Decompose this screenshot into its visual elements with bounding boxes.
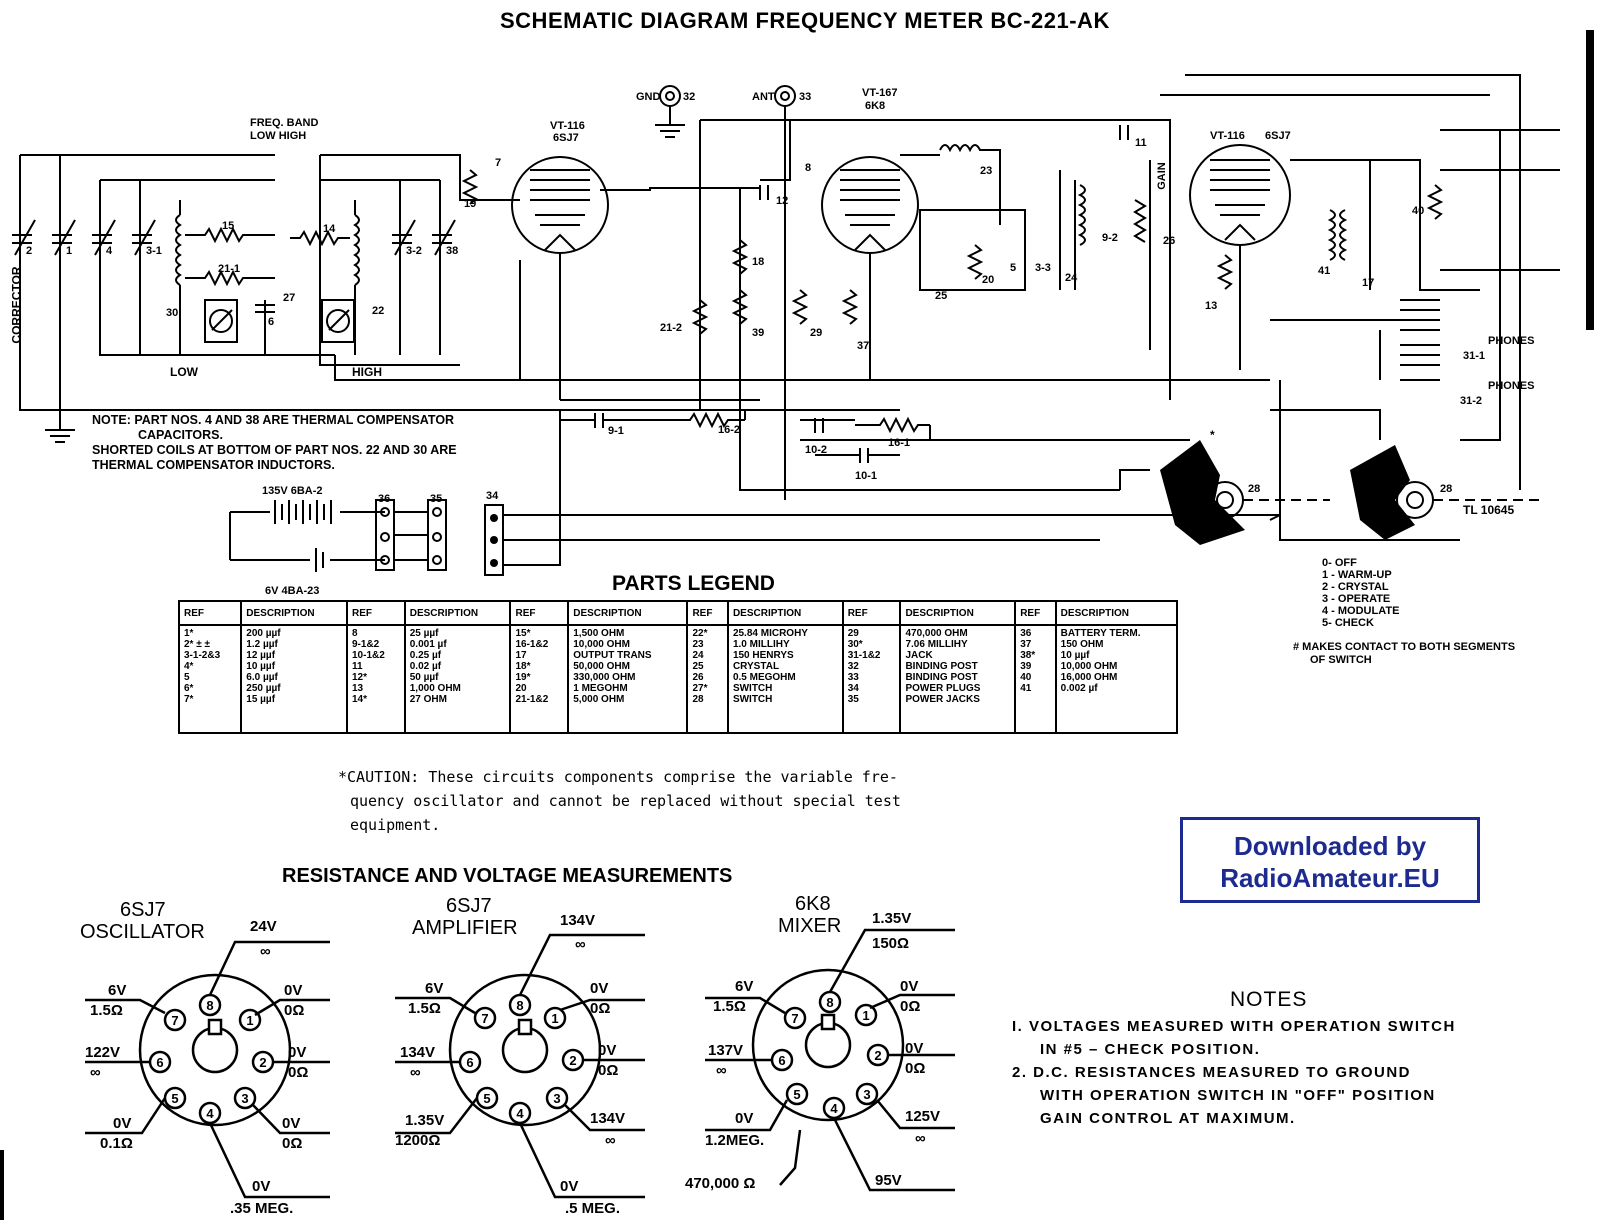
tube3-pin5-v: 0V <box>735 1110 754 1127</box>
thermal-note-line-1: NOTE: PART NOS. 4 AND 38 ARE THERMAL COMPENSATOR <box>92 413 455 427</box>
tube1-ref: VT-116 <box>550 120 585 132</box>
svg-text:1: 1 <box>551 1011 559 1026</box>
switch-pos-3: 3 - OPERATE <box>1322 593 1391 605</box>
parts-refs-1: 1* 2* ± ± 3-1-2&3 4* 5 6* 7* <box>179 625 241 733</box>
parts-descs-6: BATTERY TERM. 150 OHM 10 µµf 10,000 OHM 16,000 OHM 0.002 µf <box>1056 625 1177 733</box>
ref-6: 6 <box>268 316 275 328</box>
ant-post-number: 33 <box>799 91 812 103</box>
ref-10-1: 10-1 <box>855 470 878 482</box>
notes-line-3: 2. D.C. RESISTANCES MEASURED TO GROUND <box>1012 1064 1411 1081</box>
tube1-pin8-v: 24V <box>250 918 277 935</box>
parts-header-desc-5: DESCRIPTION <box>900 601 1015 625</box>
freq-band-label: FREQ. BAND <box>250 117 319 129</box>
parts-header-ref-2: REF <box>347 601 405 625</box>
switch-pos-1: 1 - WARM-UP <box>1322 569 1392 581</box>
parts-descs-3: 1,500 OHM 10,000 OHM OUTPUT TRANS 50,000 OHM 330,000 OHM 1 MEGOHM 5,000 OHM <box>568 625 687 733</box>
ref-26: 26 <box>1163 235 1176 247</box>
ref-11: 11 <box>1135 137 1147 149</box>
tube3-type: 6SJ7 <box>1265 130 1291 142</box>
switch-pos-2: 2 - CRYSTAL <box>1322 581 1389 593</box>
tube3-ref: VT-116 <box>1210 130 1245 142</box>
ref-25: 25 <box>935 290 948 302</box>
parts-header-ref-1: REF <box>179 601 241 625</box>
svg-text:1: 1 <box>862 1008 870 1023</box>
svg-text:2: 2 <box>259 1055 267 1070</box>
ref-10-2: 10-2 <box>805 444 828 456</box>
parts-header-desc-2: DESCRIPTION <box>405 601 511 625</box>
ref-4: 4 <box>106 245 113 257</box>
corrector-label: CORRECTOR <box>9 266 24 344</box>
tl-number: TL 10645 <box>1463 503 1515 517</box>
svg-text:4: 4 <box>206 1106 214 1121</box>
tube3-pin2-v: 0V <box>905 1040 924 1057</box>
tube2-pin7-r: 1.5Ω <box>408 1000 441 1017</box>
tube2-pin3-r: ∞ <box>605 1132 616 1149</box>
high-label: HIGH <box>352 365 382 379</box>
ref-3-2: 3-2 <box>406 245 422 257</box>
phones-ref-2: 31-2 <box>1460 395 1483 407</box>
tube3-pin7-v: 6V <box>735 978 754 995</box>
ref-30: 30 <box>166 307 179 319</box>
ref-16-2: 16-2 <box>718 424 741 436</box>
tube2-pin2-r: 0Ω <box>598 1062 619 1079</box>
parts-refs-5: 29 30* 31-1&2 32 33 34 35 <box>843 625 901 733</box>
ref-22: 22 <box>372 305 385 317</box>
ref-3-3: 3-3 <box>1035 262 1051 274</box>
gnd-label: GND <box>636 91 661 103</box>
ref-13: 13 <box>1205 300 1218 312</box>
tube1-pin4-v: 0V <box>252 1178 271 1195</box>
plug-36-label: 36 <box>378 493 391 505</box>
ref-23: 23 <box>980 165 993 177</box>
ref-9-2: 9-2 <box>1102 232 1118 244</box>
ref-39: 39 <box>752 327 765 339</box>
svg-text:6: 6 <box>156 1055 164 1070</box>
ref-7: 7 <box>495 157 502 169</box>
gnd-post-number: 32 <box>683 91 696 103</box>
tube2-ref: VT-167 <box>862 87 898 99</box>
ref-27: 27 <box>283 292 296 304</box>
svg-text:6: 6 <box>466 1055 474 1070</box>
caution-line-3: equipment. <box>350 816 441 834</box>
svg-text:5: 5 <box>793 1087 801 1102</box>
svg-text:8: 8 <box>516 998 524 1013</box>
tube2-pin8-r: ∞ <box>575 936 586 953</box>
tube3-meas-type: 6K8 <box>795 893 831 915</box>
caution-line-2: quency oscillator and cannot be replaced without special test <box>350 792 901 810</box>
tube2-pin5-v: 1.35V <box>405 1112 445 1129</box>
ref-41: 41 <box>1318 265 1331 277</box>
svg-text:2: 2 <box>874 1048 882 1063</box>
tube2-meas-role: AMPLIFIER <box>412 917 518 939</box>
parts-descs-1: 200 µµf 1.2 µµf 12 µµf 10 µµf 6.0 µµf 250 µµf 15 µµf <box>241 625 347 733</box>
svg-text:2: 2 <box>569 1053 577 1068</box>
phones-label-2: PHONES <box>1488 380 1535 392</box>
tube2-pin4-r: .5 MEG. <box>565 1200 621 1217</box>
parts-header-ref-3: REF <box>510 601 568 625</box>
thermal-note-line-2: CAPACITORS. <box>138 428 223 442</box>
tube1-pin3-r: 0Ω <box>282 1135 303 1152</box>
parts-header-ref-5: REF <box>843 601 901 625</box>
ref-14: 14 <box>323 223 336 235</box>
battery-6v-label: 6V 4BA-23 <box>265 585 320 597</box>
switch-28b-label: 28 <box>1440 483 1453 495</box>
parts-legend-title: PARTS LEGEND <box>612 572 775 595</box>
svg-text:5: 5 <box>483 1091 491 1106</box>
phones-ref-1: 31-1 <box>1463 350 1486 362</box>
ref-3-1: 3-1 <box>146 245 162 257</box>
gain-label: GAIN <box>1155 162 1168 190</box>
parts-refs-6: 36 37 38* 39 40 41 <box>1015 625 1055 733</box>
ref-9-1: 9-1 <box>608 425 624 437</box>
tube1-pin5-r: 0.1Ω <box>100 1135 133 1152</box>
switch-pos-5: 5- CHECK <box>1322 617 1374 629</box>
tube3-pin7-r: 1.5Ω <box>713 998 746 1015</box>
tube2-pin3-v: 134V <box>590 1110 626 1127</box>
svg-text:3: 3 <box>553 1091 561 1106</box>
tube2-pin6-r: ∞ <box>410 1064 421 1081</box>
svg-text:7: 7 <box>481 1011 489 1026</box>
svg-text:4: 4 <box>830 1101 838 1116</box>
notes-line-5: GAIN CONTROL AT MAXIMUM. <box>1040 1110 1296 1127</box>
low-label: LOW <box>170 365 198 379</box>
badge-line-1: Downloaded by <box>1233 831 1427 861</box>
tube3-pin4-r: 470,000 Ω <box>685 1175 756 1192</box>
ref-24: 24 <box>1065 272 1078 284</box>
ant-label: ANT <box>752 91 775 103</box>
ref-37: 37 <box>857 340 870 352</box>
svg-text:5: 5 <box>171 1091 179 1106</box>
parts-header-ref-6: REF <box>1015 601 1055 625</box>
tube3-pin1-v: 0V <box>900 978 919 995</box>
tube2-type: 6K8 <box>865 100 886 112</box>
switch-28a-label: 28 <box>1248 483 1261 495</box>
parts-header-ref-4: REF <box>687 601 727 625</box>
tube2-pin1-v: 0V <box>590 980 609 997</box>
svg-text:3: 3 <box>863 1087 871 1102</box>
ref-38: 38 <box>446 245 459 257</box>
tube2-pin5-r: 1200Ω <box>395 1132 441 1149</box>
low-high-label: LOW HIGH <box>250 130 307 142</box>
ref-20: 20 <box>982 274 995 286</box>
parts-refs-4: 22* 23 24 25 26 27* 28 <box>687 625 727 733</box>
parts-descs-5: 470,000 OHM 7.06 MILLIHY JACK BINDING POST BINDING POST POWER PLUGS POWER JACKS <box>900 625 1015 733</box>
ref-12: 12 <box>776 195 789 207</box>
tube1-pin1-r: 0Ω <box>284 1002 305 1019</box>
svg-text:1: 1 <box>246 1013 254 1028</box>
tube1-meas-type: 6SJ7 <box>120 899 166 921</box>
svg-text:6: 6 <box>778 1053 786 1068</box>
tube2-pin7-v: 6V <box>425 980 444 997</box>
switch-note-2: OF SWITCH <box>1310 654 1372 666</box>
ref-8: 8 <box>805 162 812 174</box>
ref-16-1: 16-1 <box>888 437 911 449</box>
parts-refs-3: 15* 16-1&2 17 18* 19* 20 21-1&2 <box>510 625 568 733</box>
notes-title: NOTES <box>1230 988 1308 1011</box>
diagram-title: SCHEMATIC DIAGRAM FREQUENCY METER BC-221-AK <box>500 8 1110 33</box>
parts-header-desc-3: DESCRIPTION <box>568 601 687 625</box>
tube1-pin2-v: 0V <box>288 1044 307 1061</box>
svg-text:7: 7 <box>171 1013 179 1028</box>
badge-line-2: RadioAmateur.EU <box>1220 863 1440 893</box>
svg-text:4: 4 <box>516 1106 524 1121</box>
phones-label-1: PHONES <box>1488 335 1535 347</box>
tube1-pin3-v: 0V <box>282 1115 301 1132</box>
tube1-pin2-r: 0Ω <box>288 1064 309 1081</box>
tube3-pin6-v: 137V <box>708 1042 744 1059</box>
tube3-pin8-v: 1.35V <box>872 910 912 927</box>
svg-text:7: 7 <box>791 1011 799 1026</box>
svg-text:3: 3 <box>241 1091 249 1106</box>
switch-pos-0: 0- OFF <box>1322 557 1357 569</box>
tube1-pin6-v: 122V <box>85 1044 121 1061</box>
ref-15: 15 <box>222 220 235 232</box>
parts-descs-2: 25 µµf 0.001 µf 0.25 µf 0.02 µf 50 µµf 1,000 OHM 27 OHM <box>405 625 511 733</box>
svg-text:8: 8 <box>206 998 214 1013</box>
ref-5: 5 <box>1010 262 1017 274</box>
ref-19: 19 <box>464 198 477 210</box>
tube2-pin2-v: 0V <box>598 1042 617 1059</box>
ref-21-2: 21-2 <box>660 322 683 334</box>
ref-1: 1 <box>66 245 73 257</box>
tube3-pin8-r: 150Ω <box>872 935 910 952</box>
tube1-pin4-r: .35 MEG. <box>230 1200 294 1217</box>
caution-line-1: *CAUTION: These circuits components comprise the variable fre- <box>338 768 898 786</box>
ref-29: 29 <box>810 327 823 339</box>
ref-17: 17 <box>1362 277 1375 289</box>
thermal-note-line-4: THERMAL COMPENSATOR INDUCTORS. <box>92 458 335 472</box>
tube3-meas-role: MIXER <box>778 915 842 937</box>
tube3-pin6-r: ∞ <box>716 1062 727 1079</box>
tube3-pin1-r: 0Ω <box>900 998 921 1015</box>
ref-2: 2 <box>26 245 33 257</box>
switch-pos-4: 4 - MODULATE <box>1322 605 1400 617</box>
plug-34-label: 34 <box>486 490 499 502</box>
tube3-pin4-v: 95V <box>875 1172 902 1189</box>
tube1-pin7-v: 6V <box>108 982 127 999</box>
battery-135v-label: 135V 6BA-2 <box>262 485 323 497</box>
parts-descs-4: 25.84 MICROHY 1.0 MILLIHY 150 HENRYS CRYSTAL 0.5 MEGOHM SWITCH SWITCH <box>728 625 843 733</box>
tube3-pin2-r: 0Ω <box>905 1060 926 1077</box>
tube2-pin8-v: 134V <box>560 912 596 929</box>
tube2-pin6-v: 134V <box>400 1044 436 1061</box>
tube1-pin6-r: ∞ <box>90 1064 101 1081</box>
plug-35-label: 35 <box>430 493 443 505</box>
ref-40: 40 <box>1412 205 1425 217</box>
tube1-pin8-r: ∞ <box>260 943 271 960</box>
parts-header-desc-4: DESCRIPTION <box>728 601 843 625</box>
star-marker: * <box>1210 428 1215 442</box>
notes-line-4: WITH OPERATION SWITCH IN "OFF" POSITION <box>1040 1087 1436 1104</box>
tube2-meas-type: 6SJ7 <box>446 895 492 917</box>
tube2-pin1-r: 0Ω <box>590 1000 611 1017</box>
parts-refs-2: 8 9-1&2 10-1&2 11 12* 13 14* <box>347 625 405 733</box>
tube1-type: 6SJ7 <box>553 132 579 144</box>
switch-note-1: # MAKES CONTACT TO BOTH SEGMENTS <box>1293 641 1516 653</box>
measurements-title: RESISTANCE AND VOLTAGE MEASUREMENTS <box>282 865 733 887</box>
parts-header-desc-1: DESCRIPTION <box>241 601 347 625</box>
tube3-pin5-r: 1.2MEG. <box>705 1132 765 1149</box>
thermal-note-line-3: SHORTED COILS AT BOTTOM OF PART NOS. 22 AND 30 ARE <box>92 443 457 457</box>
ref-18: 18 <box>752 256 765 268</box>
tube1-pin5-v: 0V <box>113 1115 132 1132</box>
tube3-pin3-r: ∞ <box>915 1130 926 1147</box>
tube2-pin4-v: 0V <box>560 1178 579 1195</box>
parts-header-desc-6: DESCRIPTION <box>1056 601 1177 625</box>
svg-text:8: 8 <box>826 995 834 1010</box>
tube1-meas-role: OSCILLATOR <box>80 921 205 943</box>
tube1-pin1-v: 0V <box>284 982 303 999</box>
notes-line-2: IN #5 – CHECK POSITION. <box>1040 1041 1261 1058</box>
tube3-pin3-v: 125V <box>905 1108 941 1125</box>
notes-line-1: I. VOLTAGES MEASURED WITH OPERATION SWITCH <box>1012 1018 1456 1035</box>
ref-21-1: 21-1 <box>218 263 241 275</box>
tube1-pin7-r: 1.5Ω <box>90 1002 123 1019</box>
